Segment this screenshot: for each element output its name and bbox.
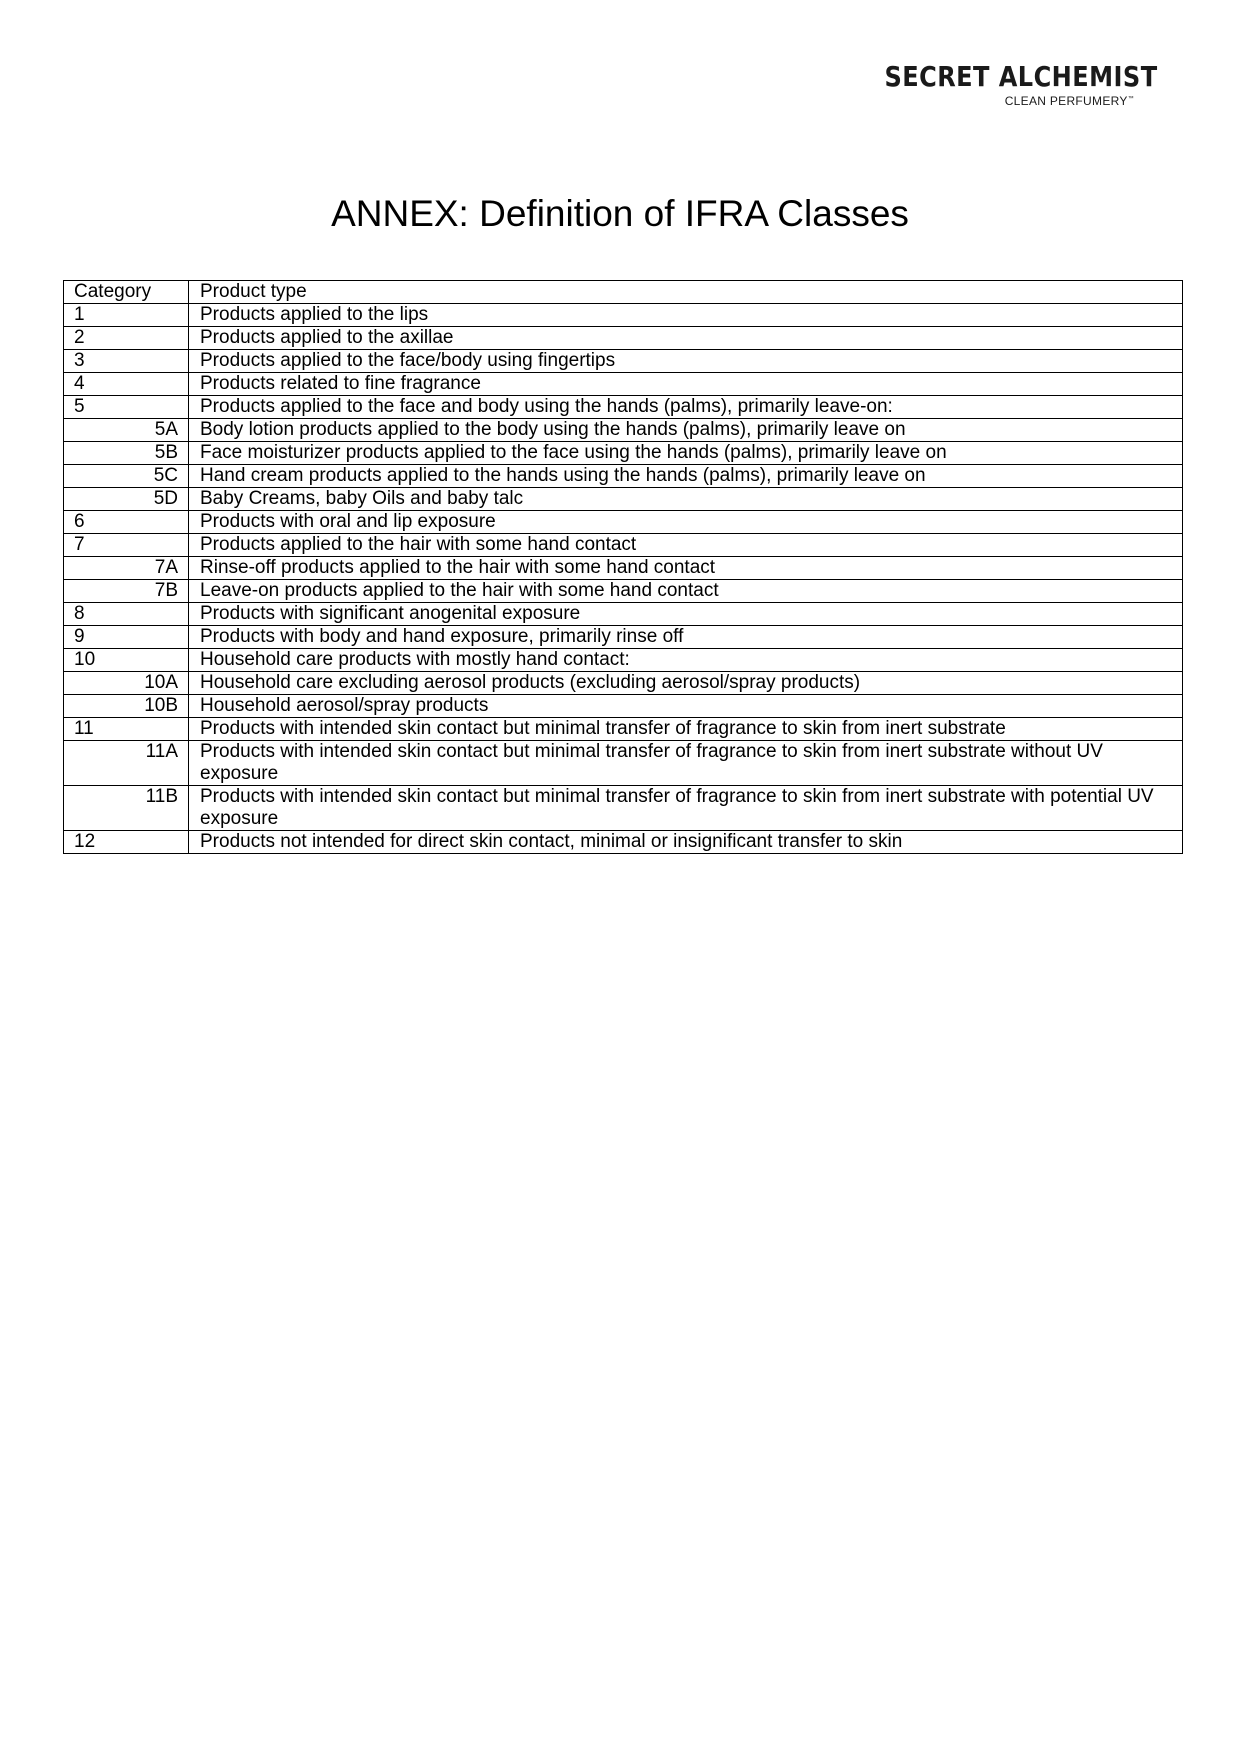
category-cell: 10 <box>64 649 189 672</box>
product-type-cell: Rinse-off products applied to the hair with some hand contact <box>189 557 1183 580</box>
product-type-cell: Household care excluding aerosol products (excluding aerosol/spray products) <box>189 672 1183 695</box>
table-row <box>64 442 1183 465</box>
category-cell: 11A <box>64 741 189 786</box>
product-type-cell: Products related to fine fragrance <box>189 373 1183 396</box>
category-cell: 5C <box>64 465 189 488</box>
category-cell: 11 <box>64 718 189 741</box>
table-row <box>64 534 1183 557</box>
product-type-cell: Products applied to the axillae <box>189 327 1183 350</box>
table-header-row <box>64 281 1183 304</box>
brand-tagline-text: CLEAN PERFUMERY <box>1004 94 1128 108</box>
category-cell: 5A <box>64 419 189 442</box>
product-type-cell: Body lotion products applied to the body using the hands (palms), primarily leave on <box>189 419 1183 442</box>
category-cell: 5D <box>64 488 189 511</box>
category-cell: 5B <box>64 442 189 465</box>
product-type-cell: Household aerosol/spray products <box>189 695 1183 718</box>
header-product-type: Product type <box>189 281 1183 304</box>
product-type-cell: Products with oral and lip exposure <box>189 511 1183 534</box>
brand-logo <box>840 62 1158 108</box>
table-row <box>64 672 1183 695</box>
product-type-cell: Products with intended skin contact but minimal transfer of fragrance to skin from inert substrate with potential UV exposure <box>189 786 1183 831</box>
category-cell: 10B <box>64 695 189 718</box>
table-row <box>64 786 1183 831</box>
table-row <box>64 327 1183 350</box>
product-type-cell: Leave-on products applied to the hair with some hand contact <box>189 580 1183 603</box>
category-cell: 6 <box>64 511 189 534</box>
category-cell: 3 <box>64 350 189 373</box>
category-cell: 7A <box>64 557 189 580</box>
table-row <box>64 741 1183 786</box>
table-row <box>64 419 1183 442</box>
brand-name: SECRET ALCHEMIST <box>884 60 1158 93</box>
category-cell: 4 <box>64 373 189 396</box>
table-row <box>64 557 1183 580</box>
page-title: ANNEX: Definition of IFRA Classes <box>331 193 909 234</box>
table-row <box>64 831 1183 854</box>
category-cell: 7 <box>64 534 189 557</box>
product-type-cell: Products applied to the face/body using fingertips <box>189 350 1183 373</box>
product-type-cell: Products applied to the face and body using the hands (palms), primarily leave-on: <box>189 396 1183 419</box>
category-cell: 1 <box>64 304 189 327</box>
table-row <box>64 350 1183 373</box>
category-cell: 9 <box>64 626 189 649</box>
product-type-cell: Hand cream products applied to the hands using the hands (palms), primarily leave on <box>189 465 1183 488</box>
header-category: Category <box>64 281 189 304</box>
category-cell: 2 <box>64 327 189 350</box>
table-row <box>64 718 1183 741</box>
product-type-cell: Face moisturizer products applied to the face using the hands (palms), primarily leave on <box>189 442 1183 465</box>
product-type-cell: Products not intended for direct skin contact, minimal or insignificant transfer to skin <box>189 831 1183 854</box>
table-row <box>64 465 1183 488</box>
ifra-classes-table <box>63 280 1183 854</box>
product-type-cell: Baby Creams, baby Oils and baby talc <box>189 488 1183 511</box>
product-type-cell: Products with intended skin contact but minimal transfer of fragrance to skin from inert substrate <box>189 718 1183 741</box>
brand-tagline <box>840 92 1134 108</box>
trademark-symbol: ™ <box>1127 96 1134 102</box>
category-cell: 10A <box>64 672 189 695</box>
table-row <box>64 626 1183 649</box>
category-cell: 5 <box>64 396 189 419</box>
product-type-cell: Products with significant anogenital exposure <box>189 603 1183 626</box>
table-row <box>64 511 1183 534</box>
product-type-cell: Household care products with mostly hand contact: <box>189 649 1183 672</box>
product-type-cell: Products with intended skin contact but minimal transfer of fragrance to skin from inert substrate without UV exposure <box>189 741 1183 786</box>
ifra-table-body <box>64 281 1183 854</box>
table-row <box>64 488 1183 511</box>
category-cell: 11B <box>64 786 189 831</box>
category-cell: 7B <box>64 580 189 603</box>
table-row <box>64 396 1183 419</box>
table-row <box>64 603 1183 626</box>
category-cell: 8 <box>64 603 189 626</box>
product-type-cell: Products applied to the hair with some hand contact <box>189 534 1183 557</box>
table-row <box>64 304 1183 327</box>
product-type-cell: Products applied to the lips <box>189 304 1183 327</box>
table-row <box>64 373 1183 396</box>
table-row <box>64 695 1183 718</box>
category-cell: 12 <box>64 831 189 854</box>
product-type-cell: Products with body and hand exposure, primarily rinse off <box>189 626 1183 649</box>
table-row <box>64 649 1183 672</box>
table-row <box>64 580 1183 603</box>
